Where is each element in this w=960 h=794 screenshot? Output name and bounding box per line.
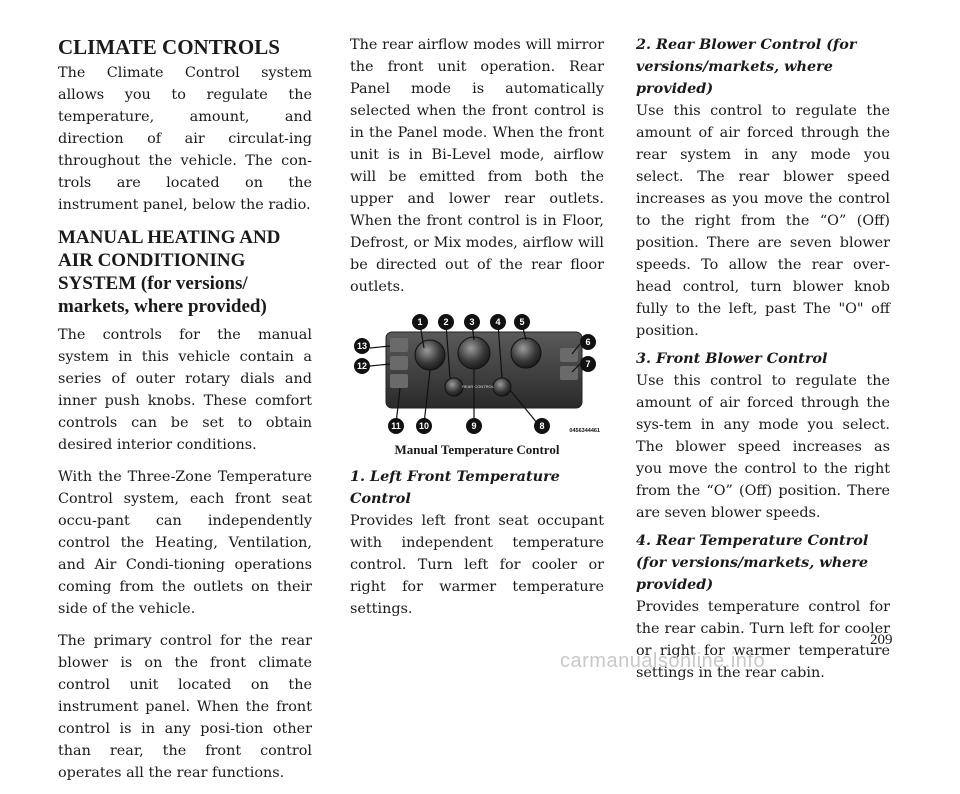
- climate-control-figure: [350, 308, 604, 440]
- column-middle: [350, 34, 604, 630]
- callout-3: 3: [469, 317, 475, 327]
- item4-text: Provides temperature control for the rear cabin. Turn left for cooler or right for warmer temperature settings in the rear cabin.: [636, 599, 890, 681]
- climate-control-diagram: [350, 308, 604, 440]
- paragraph-rear-blower: The primary control for the rear blower is on the front climate control unit located on the instrument panel. When the front control is in any posi-tion other than rear, the front control operates all the rear functions.: [58, 633, 312, 781]
- callout-12: 12: [356, 361, 368, 371]
- callout-6: 6: [585, 337, 591, 347]
- page-title: CLIMATE CONTROLS: [58, 35, 280, 59]
- callout-5: 5: [519, 317, 525, 327]
- mode-knob: [511, 338, 541, 368]
- callout-7: 7: [585, 359, 591, 369]
- callout-13: 13: [356, 341, 368, 351]
- callout-10: 10: [418, 421, 430, 431]
- rear-temperature-knob: [493, 378, 511, 396]
- column-right: [636, 34, 890, 694]
- paragraph-controls: The controls for the manual system in this vehicle contain a series of outer rotary dials and inner push knobs. These comfort controls can be set to obtain desired interior conditions.: [58, 327, 312, 453]
- callout-8: 8: [539, 421, 545, 431]
- left-button-bottom: [390, 374, 408, 388]
- callout-1: 1: [417, 317, 423, 327]
- item3-text: Use this control to regulate the amount of air forced through the sys-tem in any mode you select. The blower speed increases as you move the control to the right from the “O” (Off) position. There are seven blower speeds.: [636, 373, 890, 521]
- item1-text: Provides left front seat occupant with independent temperature control. Turn left for cooler or right for warmer temperature settings.: [350, 513, 604, 617]
- panel-label: REAR CONTROL: [462, 384, 494, 389]
- section-heading: MANUAL HEATING AND AIR CONDITIONING SYSTEM (for versions/ markets, where provided): [58, 227, 281, 317]
- left-button-middle: [390, 356, 408, 370]
- left-button-top: [390, 338, 408, 352]
- page-number: 209: [870, 632, 893, 648]
- item4-heading: 4. Rear Temperature Control (for versions/markets, where provided): [636, 532, 869, 593]
- item2-heading: 2. Rear Blower Control (for versions/markets, where provided): [636, 36, 857, 97]
- callout-11: 11: [391, 421, 401, 431]
- figure-caption: Manual Temperature Control: [394, 442, 560, 457]
- column-left: [58, 34, 312, 794]
- callout-4: 4: [495, 317, 501, 327]
- intro-paragraph: The Climate Control system allows you to regulate the temperature, amount, and direction of air circulat-ing throughout the vehicle. The con-trols are located on the instrument panel, below the radio.: [58, 65, 312, 213]
- item3-heading: 3. Front Blower Control: [636, 350, 828, 367]
- paragraph-rear-airflow: The rear airflow modes will mirror the front unit operation. Rear Panel mode is automatically selected when the front control is in the Panel mode. When the front unit is in Bi-Level mode, airflow will be emitted from both the upper and lower rear outlets. When the front control is in Floor, Defrost, or Mix modes, airflow will be directed out of the rear floor outlets.: [350, 37, 604, 295]
- callout-9: 9: [471, 421, 477, 431]
- front-blower-knob: [458, 337, 490, 369]
- left-temperature-knob: [415, 340, 445, 370]
- paragraph-three-zone: With the Three-Zone Temperature Control system, each front seat occu-pant can independently control the Heating, Ventilation, and Air Condi-tioning operations coming from the outlets on their side of the vehicle.: [58, 469, 312, 617]
- item2-text: Use this control to regulate the amount of air forced through the rear system in any mode you select. The rear blower speed increases as you move the control to the right from the “O” (Off) position. There are seven blower speeds. To allow the rear over-head control, turn blower knob fully to the left, past The "O" off position.: [636, 103, 890, 339]
- item1-heading: 1. Left Front Temperature Control: [350, 468, 560, 507]
- figure-code: 0456344461: [569, 428, 600, 434]
- watermark: carmanualsonline.info: [560, 650, 766, 672]
- callout-2: 2: [443, 317, 449, 327]
- rear-blower-knob: [445, 378, 463, 396]
